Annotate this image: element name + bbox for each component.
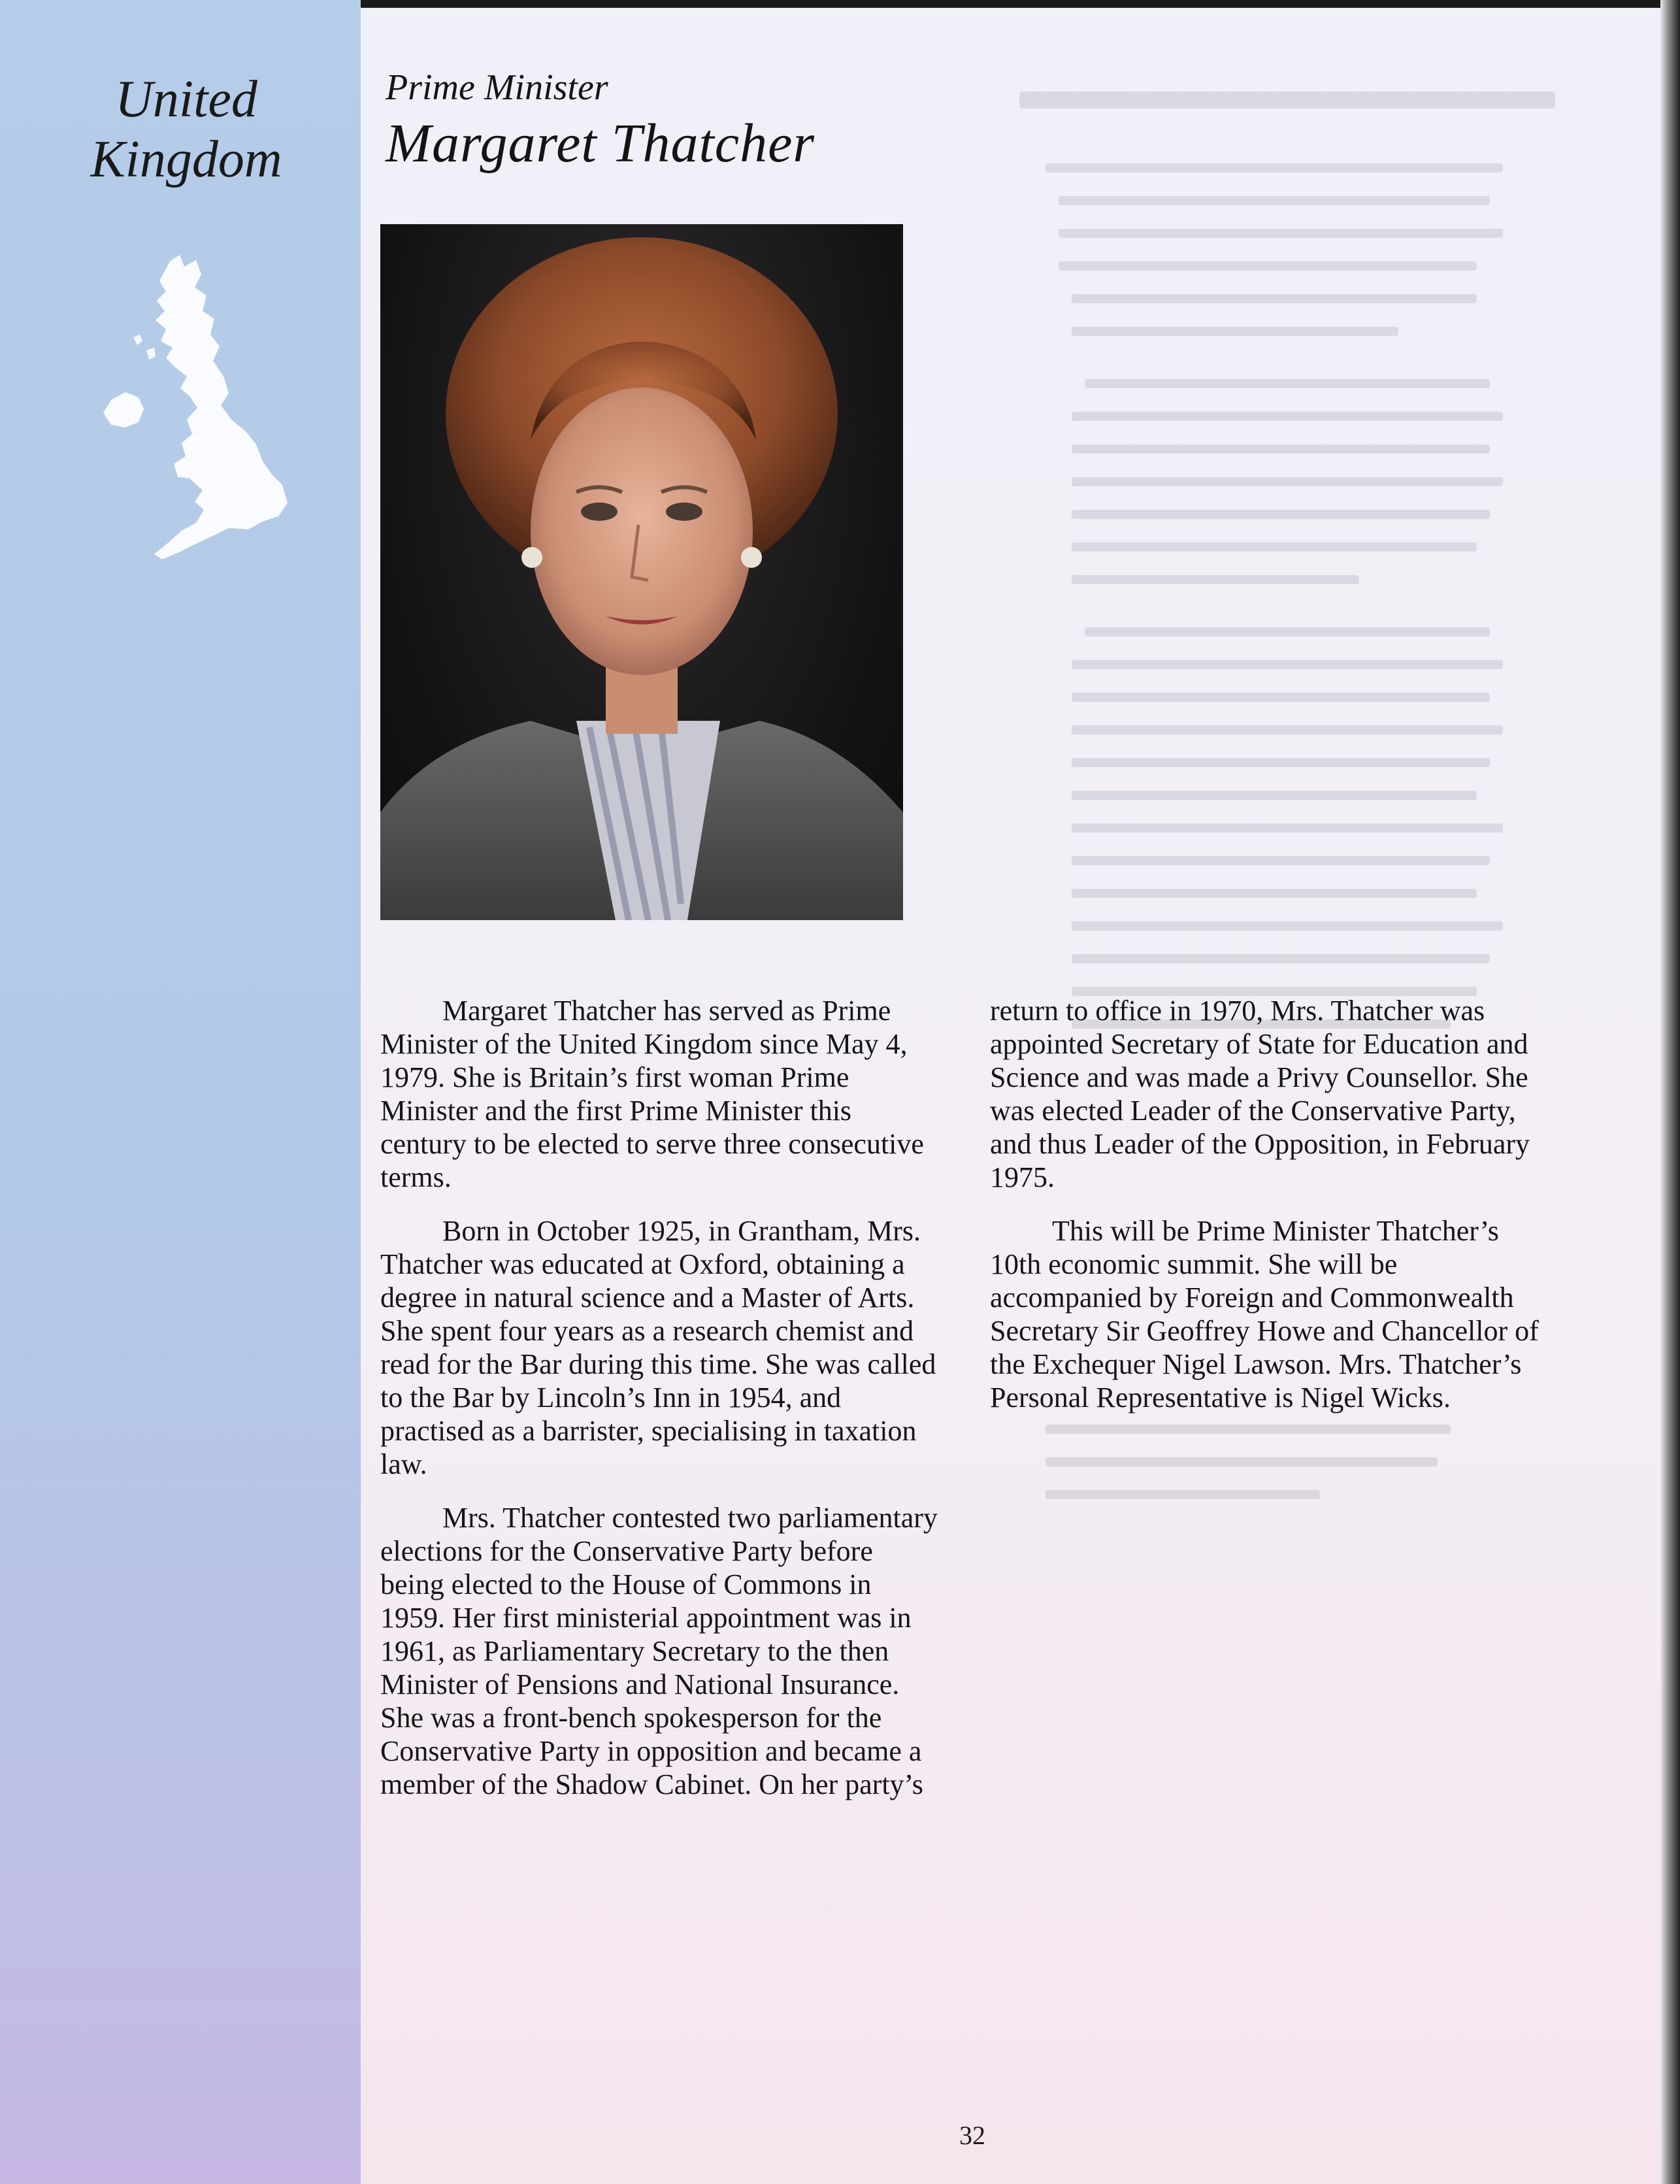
paragraph: Born in October 1925, in Grantham, Mrs. Thatcher was educated at Oxford, obtaining a degree in natural science and a Master of Arts. She spent four years as a research chemist and read for the Bar during this time. She was called to the Bar by Lincoln’s Inn in 1954, and practised as a barrister, specialising in taxation law. [380,1215,936,1480]
page-edge [1660,0,1680,2184]
sidebar-panel [0,0,361,2184]
portrait-photo [380,224,903,920]
person-name: Margaret Thatcher [386,113,815,174]
paragraph: This will be Prime Minister Thatcher’s 10th economic summit. She will be accompanied by Foreign and Commonwealth Secretary Sir Geoffrey Howe and Chancellor of the Exchequer Nigel Lawson. Mrs. Thatcher’s Personal Representative is Nigel Wicks. [990,1215,1539,1414]
paragraph: Mrs. Thatcher contested two parliamentary elections for the Conservative Party before being elected to the House of Commons in 1959. Her first ministerial appointment was in 1961, as Parliamentary Secretary to the then Minister of Pensions and National Insurance. She was a front-bench spokesperson for the Conservative Party in opposition and became a member of the Shadow Cabinet. On her party’s [380,1502,938,1800]
country-line-2: Kingdom [90,131,282,188]
body-column-right [990,994,1549,1434]
country-heading [46,69,327,190]
paragraph: Margaret Thatcher has served as Prime Minister of the United Kingdom since May 4, 1979. She is Britain’s first woman Prime Minister and the first Prime Minister this century to be elected to serve three consecutive terms. [380,995,924,1193]
role-title: Prime Minister [386,67,608,108]
body-column-left [380,994,939,1821]
united-kingdom-map-icon [91,248,314,575]
page-number: 32 [959,2121,985,2150]
paragraph: return to office in 1970, Mrs. Thatcher was appointed Secretary of State for Education and Science and was made a Privy Counsellor. She was elected Leader of the Conservative Party, and thus Leader of the Opposition, in February 1975. [990,995,1530,1193]
country-line-1: United [115,71,257,128]
